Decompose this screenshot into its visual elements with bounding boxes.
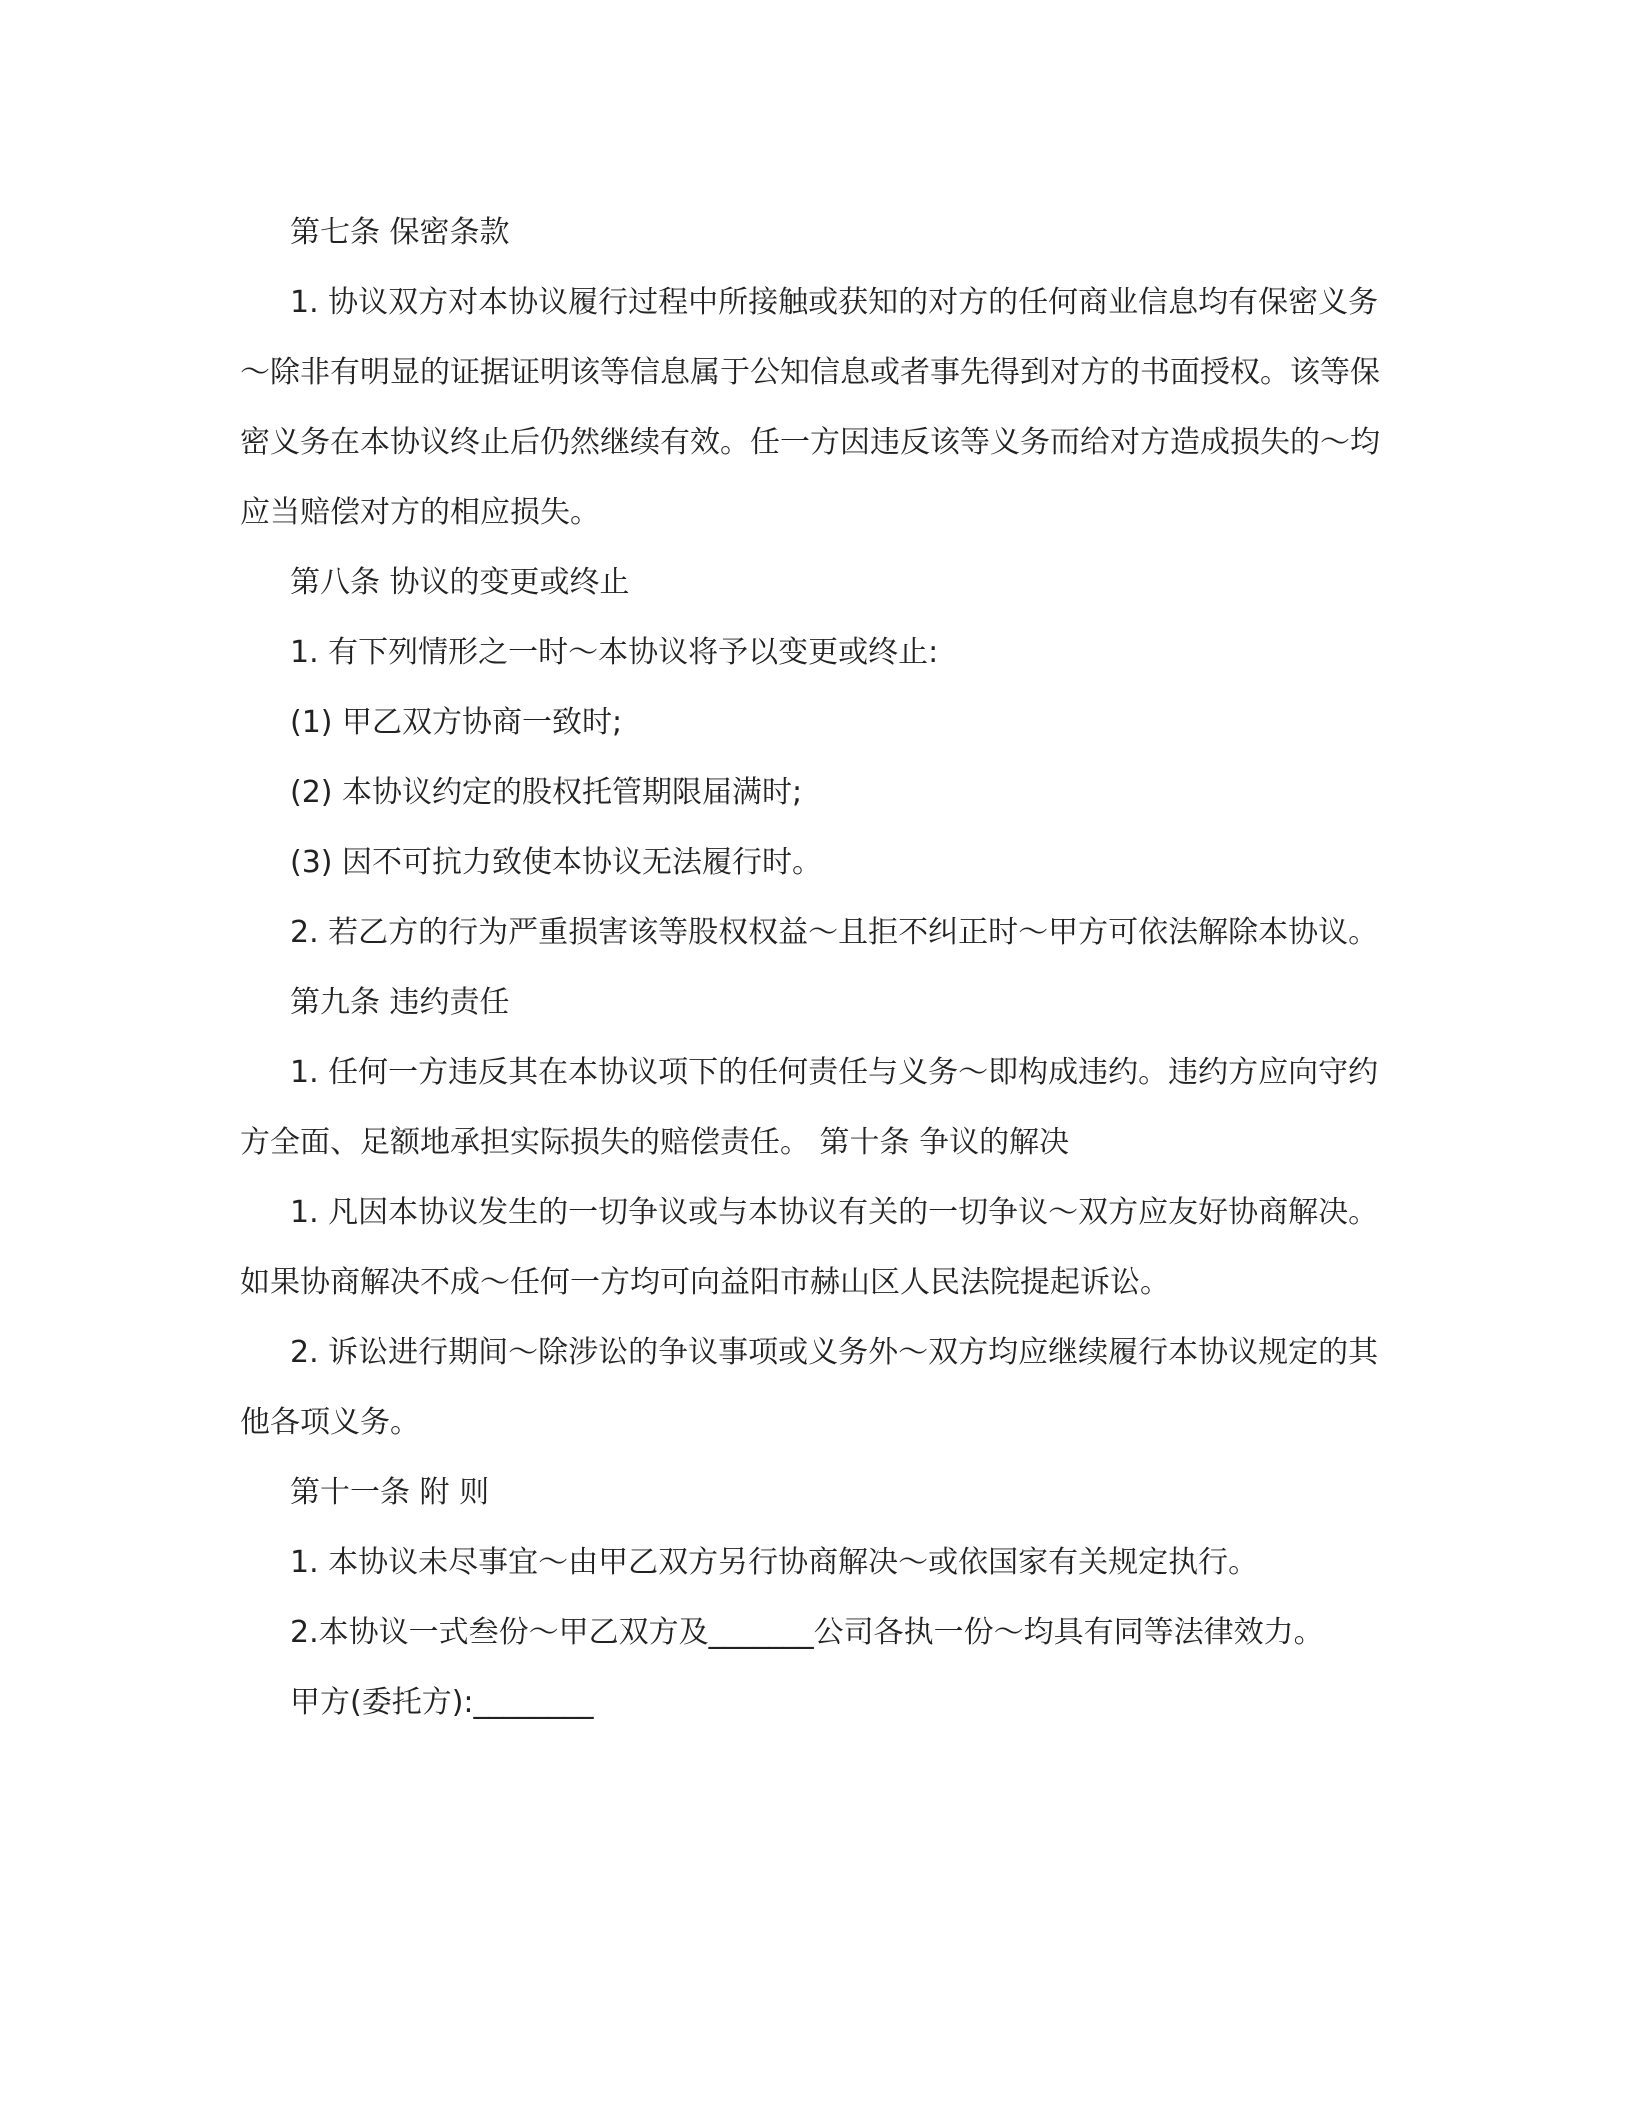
article-9-clause-1: 1. 任何一方违反其在本协议项下的任何责任与义务～即构成违约。违约方应向守约方全面、足额地承担实际损失的赔偿责任。 第十条 争议的解决 bbox=[240, 1055, 1379, 1160]
article-8-item-3: (3) 因不可抗力致使本协议无法履行时。 bbox=[290, 845, 823, 880]
article-8-item-1: (1) 甲乙双方协商一致时; bbox=[290, 705, 623, 740]
article-7-heading: 第七条 保密条款 bbox=[290, 215, 510, 250]
article-10-clause-2: 2. 诉讼进行期间～除涉讼的争议事项或义务外～双方均应继续履行本协议规定的其他各项义务。 bbox=[240, 1335, 1379, 1440]
article-7-clause-1: 1. 协议双方对本协议履行过程中所接触或获知的对方的任何商业信息均有保密义务～除非有明显的证据证明该等信息属于公知信息或者事先得到对方的书面授权。该等保密义务在本协议终止后仍然继续有效。任一方因违反该等义务而给对方造成损失的～均应当赔偿对方的相应损失。 bbox=[240, 285, 1380, 530]
article-8-clause-1: 1. 有下列情形之一时～本协议将予以变更或终止: bbox=[290, 635, 939, 670]
article-8-clause-2: 2. 若乙方的行为严重损害该等股权权益～且拒不纠正时～甲方可依法解除本协议。 bbox=[290, 915, 1379, 950]
article-8-item-2: (2) 本协议约定的股权托管期限届满时; bbox=[290, 775, 803, 810]
article-11-clause-1: 1. 本协议未尽事宜～由甲乙双方另行协商解决～或依国家有关规定执行。 bbox=[290, 1545, 1259, 1580]
article-11-heading: 第十一条 附 则 bbox=[290, 1475, 490, 1510]
party-a-signature-line: 甲方(委托方):________ bbox=[290, 1685, 594, 1720]
article-8-heading: 第八条 协议的变更或终止 bbox=[290, 565, 630, 600]
document-body bbox=[240, 198, 1390, 1738]
article-10-clause-1: 1. 凡因本协议发生的一切争议或与本协议有关的一切争议～双方应友好协商解决。如果协商解决不成～任何一方均可向益阳市赫山区人民法院提起诉讼。 bbox=[240, 1195, 1379, 1300]
article-9-heading: 第九条 违约责任 bbox=[290, 985, 510, 1020]
article-11-clause-2: 2.本协议一式叁份～甲乙双方及_______公司各执一份～均具有同等法律效力。 bbox=[290, 1615, 1324, 1650]
